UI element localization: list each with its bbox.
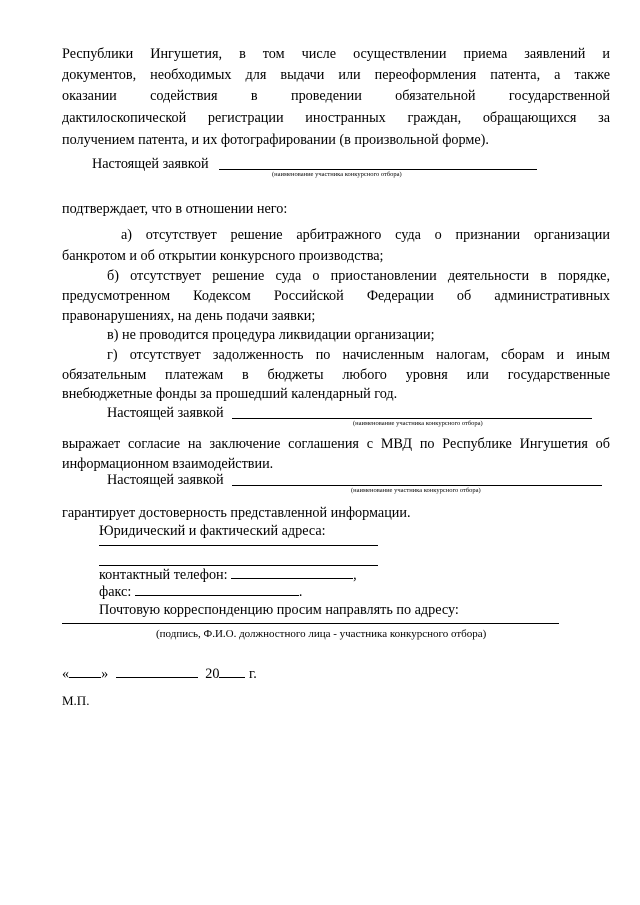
- block2-text-line-1: выражает согласие на заключение соглашения с МВД по Республике Ингушетия об: [62, 436, 610, 452]
- block3-label: Настоящей заявкой: [107, 472, 224, 488]
- block1-confirms: подтверждает, что в отношении него:: [62, 201, 288, 217]
- block2-label: Настоящей заявкой: [107, 405, 224, 421]
- intro-line-5: получением патента, и их фотографировании (в произвольной форме).: [62, 132, 489, 148]
- block2-name-line: [232, 418, 592, 419]
- condition-d-line-2: обязательным платежам в бюджеты любого уровня или государственные: [62, 367, 610, 383]
- address-line-1: [99, 545, 378, 546]
- month-field-line: [116, 676, 198, 678]
- intro-line-3: оказании содействия в проведении обязательной государственной: [62, 88, 610, 104]
- date-open-quote: «: [62, 666, 70, 682]
- year-suffix: г.: [249, 666, 257, 682]
- intro-line-2: документов, необходимых для выдачи или переоформления патента, а также: [62, 67, 610, 83]
- fax-label: факс:: [99, 584, 132, 600]
- phone-field-line: [231, 577, 353, 579]
- block3-text: гарантирует достоверность представленной информации.: [62, 505, 411, 521]
- mail-label: Почтовую корреспонденцию просим направлять по адресу:: [99, 602, 459, 618]
- day-field-line: [69, 676, 101, 678]
- condition-b-line-2: предусмотренном Кодексом Российской Федерации об административных: [62, 288, 610, 304]
- intro-line-1: Республики Ингушетия, в том числе осуществлении приема заявлений и: [62, 46, 610, 62]
- fax-end: .: [298, 584, 303, 600]
- phone-end: ,: [353, 567, 357, 583]
- block3-caption: (наименование участника конкурсного отбора): [351, 487, 481, 494]
- fax-row: [99, 582, 302, 602]
- date-row: [62, 664, 257, 684]
- condition-b-line-3: правонарушениях, на день подачи заявки;: [62, 308, 316, 324]
- condition-b-line-1: б) отсутствует решение суда о приостановлении деятельности в порядке,: [107, 268, 610, 284]
- condition-d-line-1: г) отсутствует задолженность по начисленным налогам, сборам и иным: [107, 347, 610, 363]
- block1-label: Настоящей заявкой: [92, 156, 209, 172]
- block2-text-line-2: информационном взаимодействии.: [62, 456, 274, 472]
- phone-label: контактный телефон:: [99, 567, 228, 583]
- year-prefix: 20: [205, 666, 220, 682]
- condition-a-line-2: банкротом и об открытии конкурсного производства;: [62, 248, 384, 264]
- block1-caption: (наименование участника конкурсного отбора): [272, 171, 402, 178]
- condition-c-line-1: в) не проводится процедура ликвидации организации;: [107, 327, 435, 343]
- signature-caption: (подпись, Ф.И.О. должностного лица - участника конкурсного отбора): [156, 628, 487, 640]
- fax-field-line: [135, 594, 299, 596]
- intro-line-4: дактилоскопической регистрации иностранных граждан, обращающихся за: [62, 110, 610, 126]
- date-close-quote: »: [101, 666, 109, 682]
- block3-name-line: [232, 485, 602, 486]
- signature-line: [62, 623, 559, 624]
- year-field-line: [219, 676, 245, 678]
- address-label: Юридический и фактический адреса:: [99, 523, 326, 539]
- block1-name-line: [219, 169, 537, 170]
- condition-d-line-3: внебюджетные фонды за прошедший календарный год.: [62, 386, 398, 402]
- condition-a-line-1: а) отсутствует решение арбитражного суда о признании организации: [121, 227, 610, 243]
- block2-caption: (наименование участника конкурсного отбора): [353, 420, 483, 427]
- stamp-label: М.П.: [62, 693, 90, 708]
